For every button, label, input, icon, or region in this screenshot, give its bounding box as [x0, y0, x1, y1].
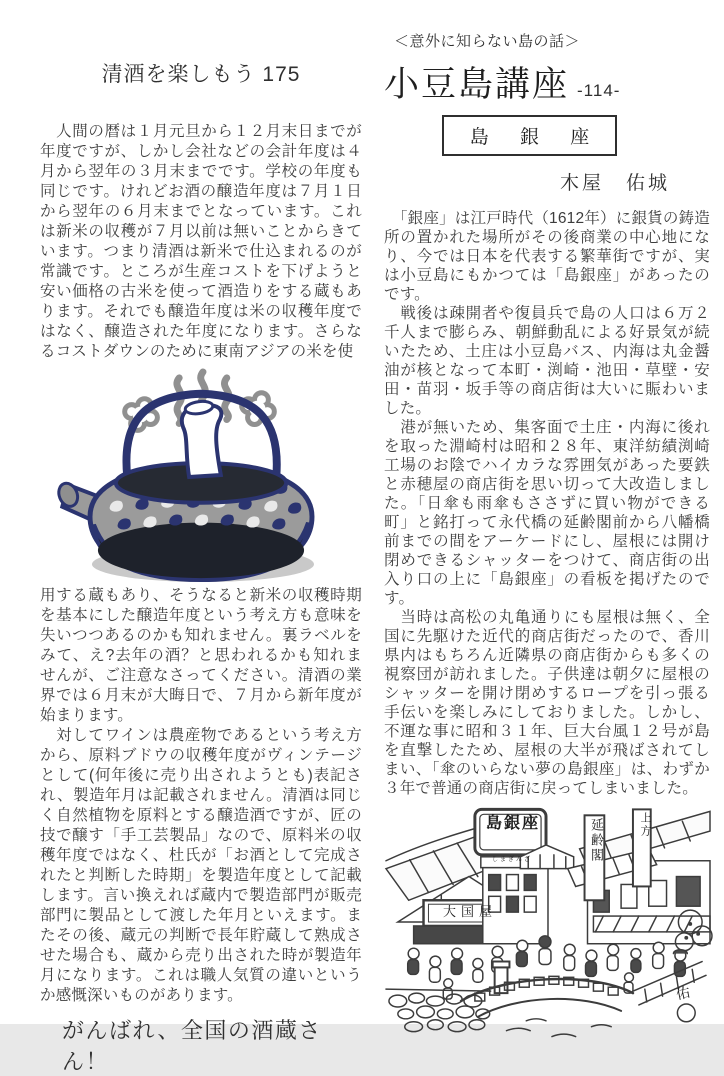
- right-paragraph-4: 当時は高松の丸亀通りにも屋根は無く、全国に先駆けた近代的商店街だったので、香川県内はもちろん近隣県の商店街からも多くの視察団が訪れました。子供達は朝夕に屋根のシャッターを開け閉めするロープを引っ張る手伝いを楽しみにしておりました。しかし、不運な事に昭和３１年、巨大台風１２号が島を直撃したため、屋根の大半が飛ばされてしまい、「傘のいらない夢の島銀座」は、わずか３年で普通の商店街に戻ってしまいました。: [384, 609, 710, 797]
- subtitle-box: 島 銀 座: [442, 115, 617, 156]
- shop-sign-text: 大国屋: [442, 904, 497, 919]
- sake-kettle-icon: [40, 366, 362, 586]
- article-title-row: [384, 57, 710, 107]
- left-paragraph-3: 対してワインは農産物であるという考え方から、原料ブドウの収穫年度がヴィンテージとして(何年後に売り出されようとも)表記され、製造年月は記載されません。清酒は同じく自然植物を原料とする醸造酒ですが、匠の技で醸す「手工芸製品」なので、原料米の収穫年度ではなく、杜氏が「お酒として完成されたと判断した時期」を製造年度として記載します。言い換えれば蔵内で製造部門が販売部門に製品として渡した年月といえます。またその後、蔵元の判断で長年貯蔵して熟成させた場合も、蔵から売り出された時が製造年月になります。これは職人気質の違いというか感慨深いものがあります。: [40, 727, 362, 1004]
- series-kicker: ＜意外に知らない島の話＞: [394, 33, 581, 50]
- right-paragraph-2: 戦後は疎開者や復員兵で島の人口は６万２千人まで膨らみ、朝鮮動乱による好景気が続いたため、土庄は小豆島バス、内海は丸金醤油が核となって本町・渕崎・池田・草壁・安田・苗羽・坂手等の商店街は大いに賑わいました。: [384, 305, 710, 417]
- left-column-title: 清酒を楽しもう 175: [101, 63, 301, 86]
- artist-signature-text: 佑: [674, 983, 692, 1003]
- right-paragraph-1: 「銀座」は江戸時代（1612年）に銀貨の鋳造所の置かれた場所がその後商業の中心地になり、今では日本を代表する繁華街ですが、実は小豆島にもかつては「島銀座」があったのです。: [384, 210, 710, 303]
- stone-embankment-icon: [386, 989, 491, 1031]
- kettle-base-band: [98, 523, 304, 578]
- right-paragraph-3: 港が無いため、集客面で土庄・内海に後れを取った淵崎村は昭和２８年、東洋紡績渕崎工場のお陰でハイカラな雰囲気があった要鉄と赤穂屋の商店街を思い切って大改造しました。「日傘も雨傘もささずに買い物ができる町」と銘打って永代橋の延齢閣前から八幡橋前までの間をアーケードにし、屋根には開け閉めできるシャッターをつけて、商店街の出入り口の上に「島銀座」の看板を掲げたのです。: [384, 419, 710, 607]
- stone-bridge-icon: [461, 962, 706, 1017]
- author-name: 木屋 佑城: [560, 173, 671, 194]
- right-column: [384, 30, 710, 1040]
- left-column: [40, 58, 362, 1076]
- banner-left-text: 延齢閣: [589, 818, 604, 863]
- kettle-illustration: [40, 366, 362, 586]
- shima-ginza-street-icon: [384, 804, 710, 1040]
- river-waves-icon: [506, 1019, 611, 1037]
- left-slogan: がんばれ、全国の酒蔵さん！: [62, 1018, 322, 1074]
- issue-number: -114-: [577, 81, 621, 100]
- banner-right-text: 上方: [639, 812, 651, 838]
- sign-main-subtext: しまぎんざ: [491, 857, 532, 863]
- tokkuri-bottle-icon: [182, 400, 222, 477]
- sign-main-text: 島銀座: [485, 815, 540, 832]
- artist-signature-seal: [677, 1004, 695, 1022]
- left-paragraph-2: 用する蔵もあり、そうなると新米の収穫時期を基本にした醸造年度という考え方も意味を失いつつあるのかも知れません。裏ラベルをみて、え?去年の酒？と思われるかも知れませんが、ご注意なさってください。清酒の業界では６月末が大晦日で、７月から新年度が始まります。: [40, 587, 362, 724]
- street-illustration: [384, 804, 710, 1040]
- left-paragraph-1: 人間の暦は１月元旦から１２月末日までが年度ですが、しかし会社などの会計年度は４月から翌年の３月末までです。学校の年度も同じです。けれどお酒の醸造年度は７月１日から翌年の６月末までとなっています。これは新米の収穫が７月以前は無いことからきています。つまり清酒は新米で仕込まれるのが常識です。ところが生産コストを下げようと安い価格の古米を使って酒造りをする蔵もあります。それでも醸造年度は米の収穫年度ではなく、醸造された年度になります。さらなるコストダウンのために東南アジアの米を使: [40, 123, 362, 360]
- article-title: 小豆島講座: [384, 65, 570, 104]
